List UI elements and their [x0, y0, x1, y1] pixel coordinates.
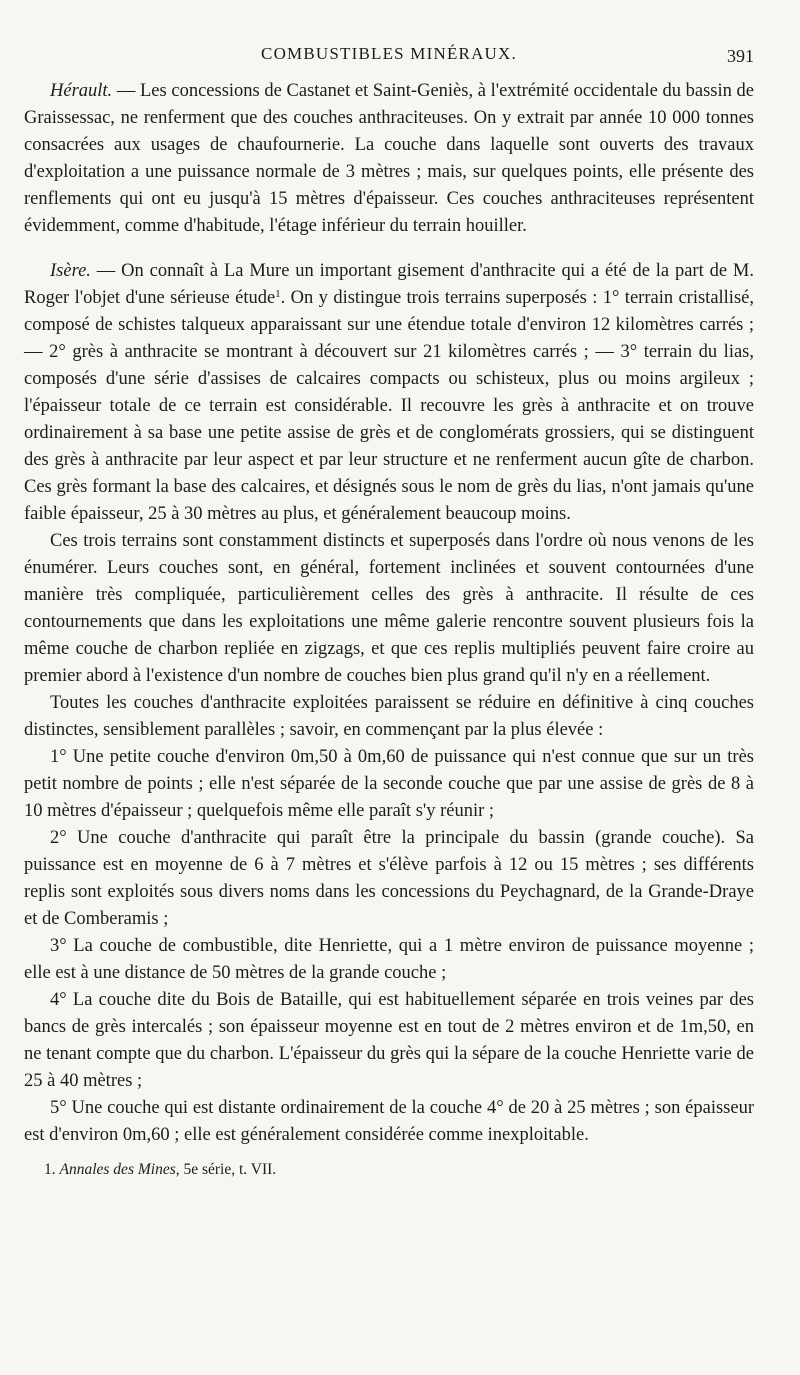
footnote-reference[interactable]: 1: [275, 288, 281, 300]
paragraph-terrains: Ces trois terrains sont constamment distincts et superposés dans l'ordre où nous venons de les énumérer. Leurs couches sont, en général, fortement inclinées et souvent contournées d'une manière très compliquée, particulièrement celles des grès à anthracite. Il résulte de ces contournements que dans les exploitations une même galerie rencontre souvent plusieurs fois la même couche de charbon repliée en zigzags, et que ces replis multipliés peuvent faire croire au premier abord à l'existence d'un nombre de couches bien plus grand qu'il n'y en a réellement.: [24, 531, 754, 686]
page-body: [24, 78, 754, 1181]
paragraph-isere: [24, 258, 754, 528]
paragraph-isere-text-a: — On connaît à La Mure un important gisement d'anthracite qui a été de la part de M. Roger l'objet d'une sérieuse étude: [24, 261, 754, 308]
paragraph-couche-5: 5° Une couche qui est distante ordinairement de la couche 4° de 20 à 25 mètres ; son épaisseur est d'environ 0m,60 ; elle est généralement considérée comme inexploitable.: [24, 1098, 754, 1145]
paragraph-couche-4: 4° La couche dite du Bois de Bataille, qui est habituellement séparée en trois veines par des bancs de grès intercalés ; son épaisseur moyenne est en tout de 2 mètres environ et de 1m,50, en ne tenant compte que du charbon. L'épaisseur du grès qui la sépare de la couche Henriette varie de 25 à 40 mètres ;: [24, 990, 754, 1091]
paragraph-isere-text-b: . On y distingue trois terrains superposés : 1° terrain cristallisé, composé de schistes talqueux apparaissant sur une étendue totale d'environ 12 kilomètres carrés ; — 2° grès à anthracite se montrant à découvert sur 21 kilomètres carrés ; — 3° terrain du lias, composés d'une série d'assises de calcaires compacts ou schisteux, plus ou moins argileux ; l'épaisseur totale de ce terrain est considérable. Il recouvre les grès à anthracite et on trouve ordinairement à sa base une petite assise de grès et de conglomérats grossiers, qui se distinguent des grès à anthracite par leur aspect et par leur structure et ne renferment aucun gîte de charbon. Ces grès formant la base des calcaires, et désignés sous le nom de grès du lias, n'ont jamais qu'une faible épaisseur, 25 à 30 mètres au plus, et généralement beaucoup moins.: [24, 288, 754, 524]
footnote-number: 1.: [44, 1161, 56, 1178]
footnote: [24, 1159, 754, 1181]
footnote-title: Annales des Mines: [59, 1161, 176, 1178]
section-lead-isere: Isère.: [50, 261, 91, 281]
page-number: 391: [727, 46, 754, 66]
paragraph-herault: [24, 78, 754, 240]
running-title: COMBUSTIBLES MINÉRAUX.: [261, 44, 517, 63]
paragraph-couche-1: 1° Une petite couche d'environ 0m,50 à 0m,60 de puissance qui n'est connue que sur un très petit nombre de points ; elle n'est séparée de la seconde couche que par une assise de grès de 8 à 10 mètres d'épaisseur ; quelquefois même elle paraît s'y réunir ;: [24, 747, 754, 821]
paragraph-herault-text: — Les concessions de Castanet et Saint-Geniès, à l'extrémité occidentale du bassin de Graissessac, ne renferment que des couches anthraciteuses. On y extrait par année 10 000 tonnes consacrées aux usages de chaufournerie. La couche dans laquelle sont ouverts des travaux d'exploitation a une puissance normale de 3 mètres ; mais, sur quelques points, elle présente des renflements qui ont eu jusqu'à 15 mètres d'épaisseur. Ces couches anthraciteuses représentent évidemment, comme d'habitude, l'étage inférieur du terrain houiller.: [24, 81, 754, 236]
paragraph-couche-2: 2° Une couche d'anthracite qui paraît être la principale du bassin (grande couche). Sa puissance est en moyenne de 6 à 7 mètres et s'élève parfois à 12 ou 15 mètres ; ses différents replis sont exploités sous divers noms dans les concessions du Peychagnard, de la Grande-Draye et de Comberamis ;: [24, 828, 754, 929]
footnote-rest: , 5e série, t. VII.: [175, 1161, 277, 1178]
paragraph-couche-3: 3° La couche de combustible, dite Henriette, qui a 1 mètre environ de puissance moyenne ; elle est à une distance de 50 mètres de la grande couche ;: [24, 936, 754, 983]
paragraph-couches-intro: Toutes les couches d'anthracite exploitées paraissent se réduire en définitive à cinq couches distinctes, sensiblement parallèles ; savoir, en commençant par la plus élevée :: [24, 693, 754, 740]
section-lead-herault: Hérault.: [50, 81, 113, 101]
page-header: [24, 44, 754, 68]
